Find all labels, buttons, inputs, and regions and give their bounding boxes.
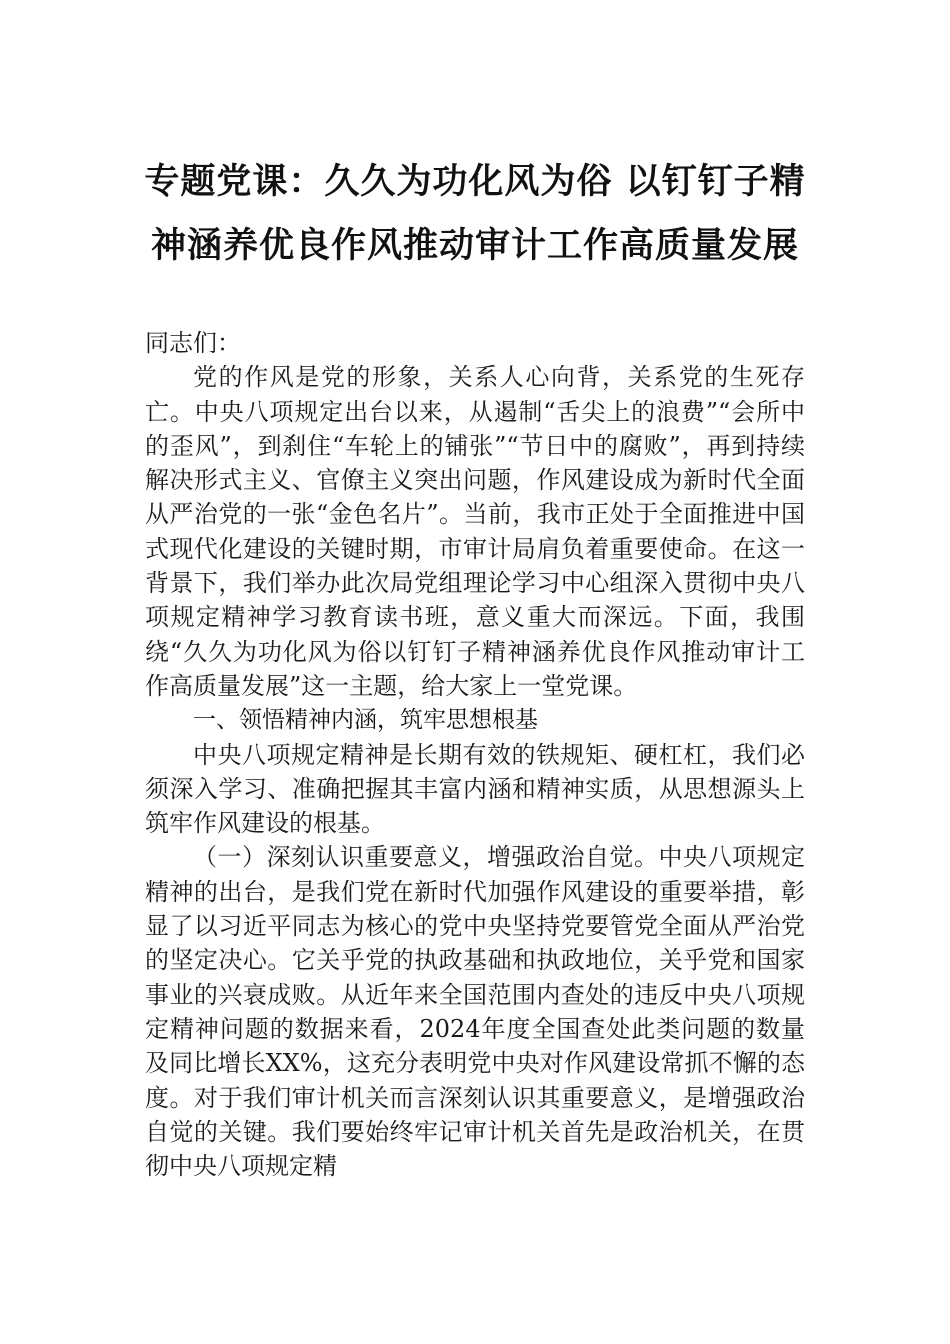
subsection-heading-1: （一）深刻认识重要意义，增强政治自觉。 bbox=[193, 843, 659, 872]
salutation: 同志们： bbox=[145, 329, 241, 357]
paragraph-subsection-1 bbox=[145, 840, 805, 1183]
document-title bbox=[110, 150, 840, 278]
paragraph-intro: 党的作风是党的形象，关系人心向背，关系党的生死存亡。中央八项规定出台以来，从遏制“舌尖上的浪费”“会所中的歪风”，到刹住“车轮上的铺张”“节日中的腐败”，再到持续解决形式主义、官僚主义突出问题，作风建设成为新时代全面从严治党的一张“金色名片”。当前，我市正处于全面推进中国式现代化建设的关键时期，市审计局肩负着重要使命。在这一背景下，我们举办此次局党组理论学习中心组深入贯彻中央八项规定精神学习教育读书班，意义重大而深远。下面，我围绕“久久为功化风为俗以钉钉子精神涵养优良作风推动审计工作高质量发展”这一主题，给大家上一堂党课。 bbox=[145, 363, 805, 700]
title-line-2: 神涵养优良作风推动审计工作高质量发展 bbox=[150, 226, 799, 266]
title-line-1: 专题党课：久久为功化风为俗 以钉钉子精 bbox=[144, 162, 806, 202]
subsection-1-text: 中央八项规定精神的出台，是我们党在新时代加强作风建设的重要举措，彰显了以习近平同志为核心的党中央坚持党要管党全面从严治党的坚定决心。它关乎党的执政基础和执政地位，关乎党和国家事业的兴衰成败。从近年来全国范围内查处的违反中央八项规定精神问题的数据来看，2024年度全国查处此类问题的数量及同比增长XX%，这充分表明党中央对作风建设常抓不懈的态度。对于我们审计机关而言深刻认识其重要意义，是增强政治自觉的关键。我们要始终牢记审计机关首先是政治机关，在贯彻中央八项规定精 bbox=[145, 843, 805, 1181]
document-body bbox=[145, 326, 805, 1183]
section-heading-1: 一、领悟精神内涵，筑牢思想根基 bbox=[193, 707, 538, 734]
paragraph-section-1: 中央八项规定精神是长期有效的铁规矩、硬杠杠，我们必须深入学习、准确把握其丰富内涵和精神实质，从思想源头上筑牢作风建设的根基。 bbox=[145, 740, 805, 838]
